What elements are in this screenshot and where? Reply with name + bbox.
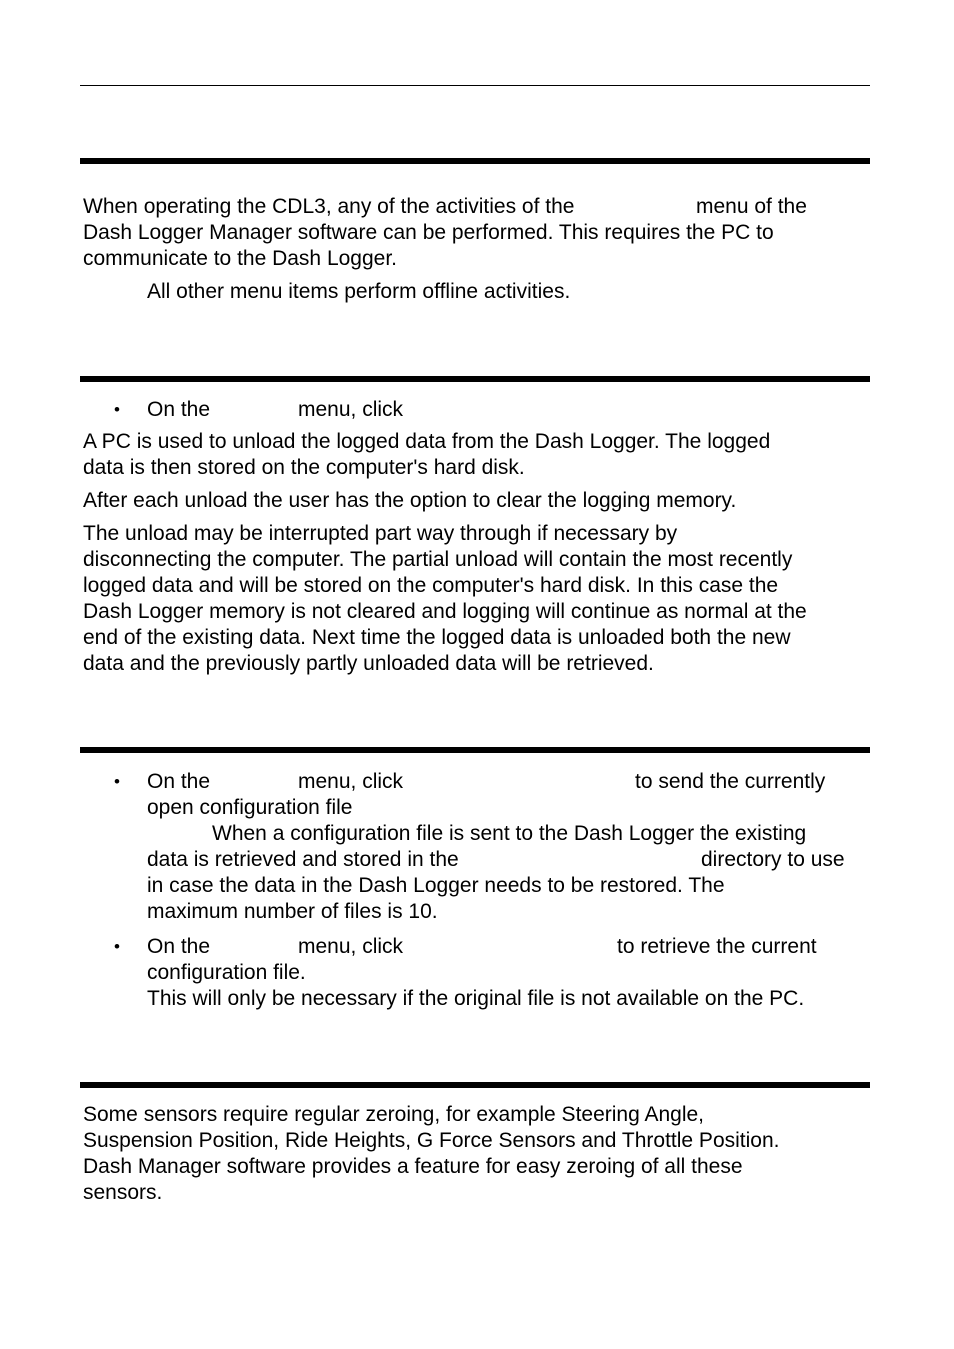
paragraph-line: A PC is used to unload the logged data from the Dash Logger. The logged	[83, 430, 771, 453]
paragraph-line: end of the existing data. Next time the logged data is unloaded both the new	[83, 626, 791, 649]
paragraph-line: disconnecting the computer. The partial unload will contain the most recently	[83, 548, 793, 571]
text-segment: data is retrieved and stored in the	[147, 848, 459, 871]
text-segment: menu of the	[696, 195, 807, 218]
bullet-marker: •	[114, 772, 120, 791]
text-segment: to send the currently	[635, 770, 826, 793]
text-segment: menu, click	[298, 935, 404, 958]
note-text: When a configuration file is sent to the Dash Logger the existing	[212, 822, 807, 845]
paragraph-line: sensors.	[83, 1181, 163, 1204]
text-segment: directory to use	[701, 848, 845, 871]
text-segment: On the	[147, 770, 211, 793]
text-segment: to retrieve the current	[617, 935, 817, 958]
bullet-marker: •	[114, 400, 120, 419]
text-segment: On the	[147, 398, 211, 421]
paragraph-line: configuration file.	[147, 961, 306, 984]
note-text: All other menu items perform offline activities.	[147, 280, 571, 303]
paragraph-line: Dash Logger Manager software can be performed. This requires the PC to	[83, 221, 774, 244]
paragraph-line: Some sensors require regular zeroing, for example Steering Angle,	[83, 1103, 704, 1126]
text-segment: On the	[147, 935, 211, 958]
paragraph-line: Dash Manager software provides a feature for easy zeroing of all these	[83, 1155, 743, 1178]
paragraph-line: maximum number of files is 10.	[147, 900, 438, 923]
paragraph-line: in case the data in the Dash Logger needs to be restored. The	[147, 874, 725, 897]
section-divider	[80, 376, 870, 382]
paragraph-line: logged data and will be stored on the computer's hard disk. In this case the	[83, 574, 779, 597]
section-divider	[80, 1082, 870, 1088]
paragraph-line: open configuration file	[147, 796, 353, 819]
paragraph-line: After each unload the user has the option to clear the logging memory.	[83, 489, 737, 512]
paragraph-line: The unload may be interrupted part way through if necessary by	[83, 522, 678, 545]
section-divider	[80, 747, 870, 753]
paragraph-line: data and the previously partly unloaded data will be retrieved.	[83, 652, 654, 675]
text-segment: menu, click	[298, 770, 404, 793]
paragraph-line: This will only be necessary if the original file is not available on the PC.	[147, 987, 805, 1010]
paragraph-line: communicate to the Dash Logger.	[83, 247, 398, 270]
bullet-marker: •	[114, 937, 120, 956]
paragraph-line: Dash Logger memory is not cleared and logging will continue as normal at the	[83, 600, 807, 623]
text-segment: When operating the CDL3, any of the activities of the	[83, 195, 575, 218]
section-divider	[80, 158, 870, 164]
text-segment: menu, click	[298, 398, 404, 421]
paragraph-line: data is then stored on the computer's hard disk.	[83, 456, 525, 479]
paragraph-line	[83, 194, 574, 220]
paragraph-line: Suspension Position, Ride Heights, G Force Sensors and Throttle Position.	[83, 1129, 780, 1152]
header-rule	[80, 85, 870, 86]
